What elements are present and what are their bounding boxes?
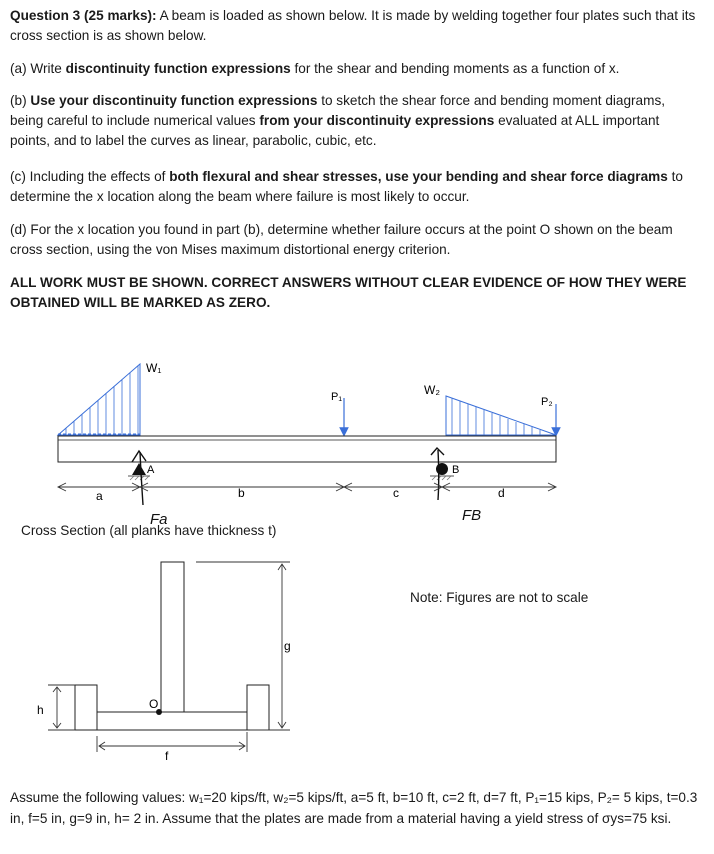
p1-label: P₁ bbox=[331, 391, 343, 403]
point-o-label: O bbox=[149, 697, 159, 711]
note-text: Note: Figures are not to scale bbox=[410, 590, 589, 605]
part-c-suffix: to determine the x location along the beam where failure is most likely to occur. bbox=[10, 169, 683, 204]
g-label: g bbox=[284, 639, 291, 653]
dim-a: a bbox=[96, 489, 103, 503]
part-b-bold1: Use your discontinuity function expressions bbox=[30, 93, 318, 108]
support-b-label: B bbox=[452, 464, 460, 476]
f-dimension bbox=[97, 732, 247, 752]
part-b-suffix: evaluated at ALL important points, and to label the curves as linear, parabolic, cubic, etc. bbox=[10, 113, 660, 148]
g-dimension bbox=[196, 562, 290, 730]
w2-label: W₂ bbox=[424, 383, 440, 397]
part-a-suffix: for the shear and bending moments as a function of x. bbox=[290, 61, 620, 76]
w1-label: W₁ bbox=[146, 361, 162, 375]
assumptions-text: Assume the following values: w₁=20 kips/ft, w₂=5 kips/ft, a=5 ft, b=10 ft, c=2 ft, d=7 ft, P₁=15 kips, P₂= 5 kips, t=0.3 in, f=5 in, g=9 in, h= 2 in. Assume that the plates are made from a material having a yield stress of σys=75 ksi. bbox=[10, 790, 698, 826]
part-b-prefix: (b) bbox=[10, 93, 31, 108]
question-intro: A beam is loaded as shown below. It is made by welding together four plates such that its cross section is as shown below. bbox=[10, 8, 696, 43]
h-label: h bbox=[37, 703, 44, 717]
dim-b: b bbox=[238, 486, 245, 500]
f-label: f bbox=[165, 749, 169, 763]
part-c-bold: both flexural and shear stresses, use your bending and shear force diagrams bbox=[169, 169, 668, 184]
handwritten-fb: FB bbox=[462, 507, 482, 524]
h-dimension bbox=[48, 685, 75, 730]
part-c-prefix: (c) Including the effects of bbox=[10, 169, 170, 184]
dimension-line bbox=[58, 483, 556, 491]
p2-label: P₂ bbox=[541, 396, 553, 408]
handwritten-fa: Fa bbox=[150, 511, 168, 528]
distributed-load-w1 bbox=[58, 364, 140, 435]
warning-text: ALL WORK MUST BE SHOWN. CORRECT ANSWERS WITHOUT CLEAR EVIDENCE OF HOW THEY WERE OBTAINED WILL BE MARKED AS ZERO. bbox=[10, 275, 687, 310]
part-b-bold2: from your discontinuity expressions bbox=[259, 113, 495, 128]
distributed-load-w2 bbox=[446, 396, 556, 435]
dim-c: c bbox=[393, 486, 399, 500]
question-label: Question 3 (25 marks): bbox=[10, 8, 157, 23]
part-b-mid: to sketch the shear force and bending moment diagrams, being careful to include numerical values bbox=[10, 93, 666, 128]
dim-d: d bbox=[498, 486, 505, 500]
cross-section-drawing bbox=[75, 562, 269, 730]
part-a-bold: discontinuity function expressions bbox=[65, 61, 291, 76]
cross-section-title: Cross Section (all planks have thickness t) bbox=[21, 523, 277, 538]
part-d-text: (d) For the x location you found in part (b), determine whether failure occurs at the point O shown on the beam cross section, using the von Mises maximum distortional energy criterion. bbox=[10, 222, 673, 257]
part-a-prefix: (a) Write bbox=[10, 61, 66, 76]
support-a-label: A bbox=[147, 464, 155, 476]
support-b bbox=[430, 463, 454, 480]
